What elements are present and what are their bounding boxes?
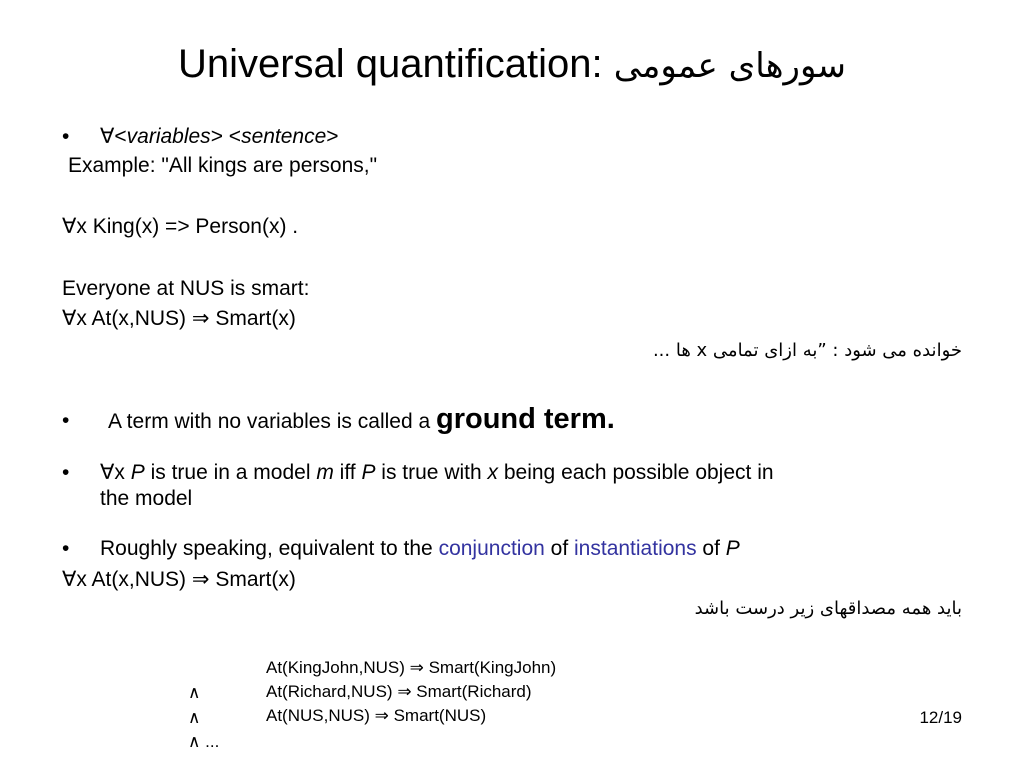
angle-close-2: >: [326, 125, 339, 148]
forall-symbol: ∀: [100, 461, 115, 484]
ground-term-text: A term with no variables is called a: [108, 410, 436, 433]
forall-symbol: ∀: [62, 568, 77, 591]
implies-symbol: ⇒: [191, 568, 210, 591]
truth-text-1: x: [114, 461, 131, 484]
truth-text-3: iff: [333, 461, 362, 484]
title-persian: سورهای عمومی: [613, 46, 847, 86]
implies-symbol: ⇒: [374, 706, 389, 725]
truth-x: x: [487, 461, 499, 484]
formula-prefix: x At(x,NUS): [76, 568, 192, 591]
angle-close: >: [210, 125, 223, 148]
angle-open: <: [114, 125, 127, 148]
rough-text-3: of: [696, 537, 726, 560]
example-line: Example: "All kings are persons,": [68, 154, 378, 177]
instance-post: Smart(Richard): [411, 682, 532, 701]
instance-pre: At(KingJohn,NUS): [266, 658, 410, 677]
smart-formula-1: [62, 306, 296, 332]
forall-symbol: ∀: [100, 125, 115, 148]
bullet-marker-4: •: [62, 537, 70, 560]
rough-P: P: [725, 537, 740, 560]
truth-text-5: being each possible object in: [498, 461, 774, 484]
and-ellipsis-line: [188, 731, 219, 753]
instance-post: Smart(KingJohn): [423, 658, 557, 677]
implies-symbol: ⇒: [397, 682, 412, 701]
bullet-marker-2: •: [62, 409, 70, 432]
smart-formula-2: [62, 567, 296, 593]
instance-2: [266, 681, 532, 703]
page-number: 12/19: [919, 708, 962, 727]
king-formula: [62, 214, 298, 240]
and-symbol-3: ∧: [188, 732, 201, 751]
implies-symbol: ⇒: [409, 658, 424, 677]
persian-note-1: خوانده می شود : ”به ازای تمامی x ها ...: [652, 340, 962, 361]
rough-line: [100, 536, 740, 562]
instance-1: [266, 657, 556, 679]
and-symbol-1: ∧: [188, 683, 201, 702]
forall-symbol: ∀: [62, 215, 77, 238]
bullet-marker-1: •: [62, 125, 70, 148]
instance-pre: At(Richard,NUS): [266, 682, 398, 701]
angle-open-2: <: [222, 125, 242, 148]
rough-text-1: Roughly speaking, equivalent to the: [100, 537, 439, 560]
conjunction-term: conjunction: [438, 537, 545, 560]
ground-term-line: [108, 400, 615, 441]
bullet-syntax: [100, 124, 339, 150]
truth-m: m: [316, 461, 334, 484]
formula-suffix: Smart(x): [209, 307, 296, 330]
title-english: Universal quantification:: [177, 42, 603, 86]
instance-post: Smart(NUS): [388, 706, 487, 725]
truth-text-4: is true with: [375, 461, 488, 484]
rough-text-2: of: [544, 537, 575, 560]
forall-symbol: ∀: [62, 307, 77, 330]
and-symbol-2: ∧: [188, 708, 201, 727]
slide-title: [0, 38, 1024, 92]
truth-line-2: the model: [100, 487, 193, 510]
truth-P-2: P: [361, 461, 376, 484]
truth-text-2: is true in a model: [144, 461, 317, 484]
formula-prefix: x At(x,NUS): [76, 307, 192, 330]
instantiations-term: instantiations: [574, 537, 697, 560]
sentence-text: sentence: [241, 125, 327, 148]
formula-suffix: Smart(x): [209, 568, 296, 591]
truth-P-1: P: [130, 461, 145, 484]
king-formula-text: x King(x) => Person(x) .: [76, 215, 299, 238]
ground-term-bold: ground term.: [435, 403, 615, 435]
instance-3: [266, 705, 486, 727]
bullet-marker-3: •: [62, 461, 70, 484]
everyone-line: Everyone at NUS is smart:: [62, 277, 310, 300]
ellipsis: ...: [200, 732, 220, 751]
instance-pre: At(NUS,NUS): [266, 706, 375, 725]
variables-text: variables: [126, 125, 211, 148]
implies-symbol: ⇒: [191, 307, 210, 330]
truth-line-1: [100, 460, 774, 486]
persian-note-2: باید همه مصداقهای زیر درست باشد: [694, 598, 962, 619]
